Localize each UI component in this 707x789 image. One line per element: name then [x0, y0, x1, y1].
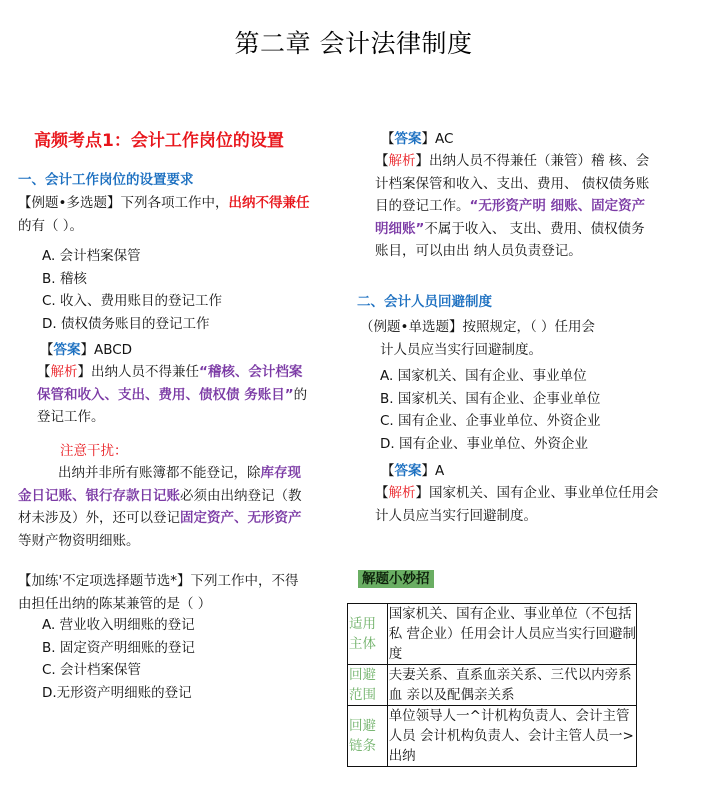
answer-label: 答案 — [53, 342, 81, 358]
row-value: 夫妻关系、直系血亲关系、三代以内旁系血 亲以及配偶亲关系 — [387, 665, 636, 706]
answer-label: 答案 — [394, 131, 422, 147]
page-title: 第二章 会计法律制度 — [234, 29, 473, 58]
question-2-analysis: 【解析】出纳人员不得兼任（兼管）稽 核、会计档案保管和收入、支出、费用、 债权债务账目的登记工作。“无形资产明 细账、固定资产明细账”不属于收入、 支出、费用、债权债务账目，可以由出 纳人员负责登记。 — [375, 153, 650, 259]
option-a: A. 国家机关、国有企业、事业单位 — [380, 368, 587, 384]
option-a: A. 营业收入明细账的登记 — [42, 617, 195, 633]
note-label: 注意干扰： — [60, 443, 128, 459]
question-3-answer: 【答案】A — [381, 463, 445, 479]
option-b: B. 固定资产明细账的登记 — [42, 639, 195, 656]
option-c: C. 国有企业、企事业单位、外资企业 — [380, 413, 601, 429]
row-label: 回避链条 — [348, 706, 388, 767]
analysis-label: 解析 — [388, 153, 416, 169]
question-1-highlight: 出纳不得兼任 — [228, 195, 310, 211]
question-3-options — [380, 365, 601, 455]
answer-value: A — [435, 463, 445, 479]
option-d: D. 债权债务账目的登记工作 — [42, 315, 210, 332]
table-row — [348, 706, 637, 767]
question-2-options — [42, 614, 195, 704]
question-2-answer: 【答案】AC — [381, 131, 454, 147]
row-label: 适用主体 — [348, 604, 388, 665]
option-b: B. 稽核 — [42, 270, 87, 287]
question-3-stem: （例题•单选题】按照规定，（ ）任用会 计人员应当实行回避制度。 — [360, 319, 596, 358]
tip-table — [347, 603, 637, 767]
topic-heading: 高频考点1：会计工作岗位的设置 — [34, 131, 284, 151]
question-2-stem: 【加练'不定项选择题节选*】下列工作中，不得由担任出纳的陈某兼管的是（ ） — [18, 573, 299, 612]
section-2-title: 二、会计人员回避制度 — [357, 294, 492, 310]
question-1-options — [42, 245, 222, 335]
question-1-prefix: 【例题•多选题】下列各项工作中， — [18, 195, 229, 211]
answer-value: AC — [435, 131, 454, 147]
row-value: 国家机关、国有企业、事业单位（不包括私 营企业）任用会计人员应当实行回避制度 — [387, 604, 636, 665]
question-1-stem — [18, 192, 318, 237]
analysis-label: 解析 — [50, 364, 78, 380]
analysis-quote: “无形资产明 细账、固定资产明细账” — [375, 198, 646, 237]
section-1-title: 一、会计工作岗位的设置要求 — [18, 172, 194, 188]
analysis-quote: “稽核、会计档案保管和收入、支出、费用、债权债 务账目” — [37, 364, 303, 403]
row-label: 回避范围 — [348, 665, 388, 706]
question-1-suffix: 的有（ ）。 — [18, 217, 84, 234]
option-d: D. 国有企业、事业单位、外资企业 — [380, 435, 588, 452]
tip-badge: 解题小妙招 — [358, 567, 434, 587]
answer-value: ABCD — [94, 342, 133, 358]
option-b: B. 国家机关、国有企业、企事业单位 — [380, 390, 601, 407]
option-c: C. 会计档案保管 — [42, 662, 142, 678]
analysis-label: 解析 — [388, 485, 416, 501]
question-1-analysis: 【解析】出纳人员不得兼任“稽核、会计档案保管和收入、支出、费用、债权债 务账目”的登记工作。 — [37, 364, 308, 425]
option-a: A. 会计档案保管 — [42, 248, 141, 264]
note-text: 出纳并非所有账簿都不能登记，除库存现金日记账、银行存款日记账必须由出纳登记（教材未涉及）外，还可以登记固定资产、无形资产等财产物资明细账。 — [18, 465, 302, 549]
option-c: C. 收入、费用账目的登记工作 — [42, 293, 223, 309]
row-value: 单位领导人一^计机构负责人、会计主管人员 会计机构负责人、会计主管人员一> 出纳 — [387, 706, 636, 767]
question-3-analysis: 【解析】国家机关、国有企业、事业单位任用会计人员应当实行回避制度。 — [375, 485, 659, 524]
answer-label: 答案 — [394, 463, 422, 479]
question-1-answer: 【答案】ABCD — [40, 342, 133, 358]
table-row — [348, 665, 637, 706]
option-d: D.无形资产明细账的登记 — [42, 684, 192, 701]
table-row — [348, 604, 637, 665]
